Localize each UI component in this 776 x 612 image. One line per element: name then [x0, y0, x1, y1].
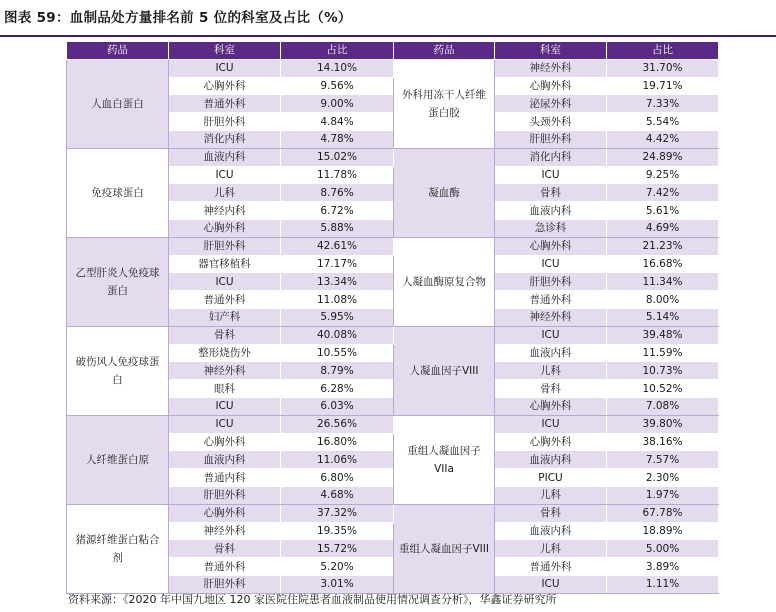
- pct-cell: 7.33%: [607, 95, 719, 113]
- pct-cell: 37.32%: [281, 504, 394, 522]
- drug-cell: 重组人凝血因子VIII: [394, 504, 495, 593]
- drug-cell: 人凝血因子VIII: [394, 326, 495, 415]
- pct-cell: 6.03%: [281, 397, 394, 415]
- pct-cell: 3.89%: [607, 558, 719, 576]
- header-pct: 占比: [607, 42, 719, 60]
- pct-cell: 39.80%: [607, 415, 719, 433]
- pct-cell: 10.73%: [607, 362, 719, 380]
- pct-cell: 26.56%: [281, 415, 394, 433]
- pct-cell: 7.08%: [607, 397, 719, 415]
- dept-cell: ICU: [495, 255, 607, 273]
- pct-cell: 21.23%: [607, 237, 719, 255]
- pct-cell: 38.16%: [607, 433, 719, 451]
- pct-cell: 6.28%: [281, 380, 394, 398]
- dept-cell: 血液内科: [495, 451, 607, 469]
- drug-cell: 人纤维蛋白原: [67, 415, 169, 504]
- dept-cell: 血液内科: [169, 451, 281, 469]
- pct-cell: 15.72%: [281, 540, 394, 558]
- dept-cell: 普通内科: [169, 469, 281, 487]
- dept-cell: 消化内科: [495, 148, 607, 166]
- pct-cell: 31.70%: [607, 59, 719, 77]
- pct-cell: 4.69%: [607, 219, 719, 237]
- dept-cell: 心胸外科: [169, 504, 281, 522]
- pct-cell: 5.88%: [281, 219, 394, 237]
- pct-cell: 6.72%: [281, 202, 394, 220]
- pct-cell: 5.20%: [281, 558, 394, 576]
- dept-cell: 普通外科: [495, 291, 607, 309]
- pct-cell: 67.78%: [607, 504, 719, 522]
- pct-cell: 42.61%: [281, 237, 394, 255]
- dept-cell: 急诊科: [495, 219, 607, 237]
- pct-cell: 7.42%: [607, 184, 719, 202]
- pct-cell: 2.30%: [607, 469, 719, 487]
- dept-cell: 儿科: [169, 184, 281, 202]
- dept-cell: 心胸外科: [495, 433, 607, 451]
- pct-cell: 18.89%: [607, 522, 719, 540]
- dept-cell: ICU: [169, 59, 281, 77]
- pct-cell: 19.71%: [607, 77, 719, 95]
- dept-cell: 肝胆外科: [169, 486, 281, 504]
- dept-cell: 眼科: [169, 380, 281, 398]
- dept-cell: 肝胆外科: [495, 130, 607, 148]
- dept-cell: 心胸外科: [169, 433, 281, 451]
- pct-cell: 3.01%: [281, 575, 394, 593]
- drug-cell: 免疫球蛋白: [67, 148, 169, 237]
- dept-cell: 头颈外科: [495, 113, 607, 131]
- pct-cell: 14.10%: [281, 59, 394, 77]
- dept-cell: 器官移植科: [169, 255, 281, 273]
- dept-cell: 骨科: [495, 380, 607, 398]
- pct-cell: 19.35%: [281, 522, 394, 540]
- dept-cell: 骨科: [169, 326, 281, 344]
- dept-cell: PICU: [495, 469, 607, 487]
- pct-cell: 10.52%: [607, 380, 719, 398]
- dept-cell: 肝胆外科: [169, 237, 281, 255]
- drug-cell: 凝血酶: [394, 148, 495, 237]
- header-drug: 药品: [394, 42, 495, 60]
- pct-cell: 1.11%: [607, 575, 719, 593]
- dept-cell: 神经外科: [169, 362, 281, 380]
- dept-cell: 心胸外科: [495, 237, 607, 255]
- header-dept: 科室: [495, 42, 607, 60]
- dept-cell: 肝胆外科: [169, 575, 281, 593]
- pct-cell: 6.80%: [281, 469, 394, 487]
- dept-cell: 神经内科: [169, 202, 281, 220]
- dept-cell: ICU: [169, 415, 281, 433]
- pct-cell: 5.14%: [607, 308, 719, 326]
- header-pct: 占比: [281, 42, 394, 60]
- pct-cell: 16.80%: [281, 433, 394, 451]
- dept-cell: 血液内科: [495, 522, 607, 540]
- pct-cell: 13.34%: [281, 273, 394, 291]
- pct-cell: 4.68%: [281, 486, 394, 504]
- dept-cell: 儿科: [495, 486, 607, 504]
- drug-cell: 乙型肝炎人免疫球蛋白: [67, 237, 169, 326]
- drug-cell: 外科用冻干人纤维蛋白胶: [394, 59, 495, 148]
- pct-cell: 5.00%: [607, 540, 719, 558]
- header-row: [67, 42, 719, 60]
- table-row: [67, 237, 719, 255]
- dept-cell: 心胸外科: [495, 397, 607, 415]
- drug-cell: 人凝血酶原复合物: [394, 237, 495, 326]
- header-drug: 药品: [67, 42, 169, 60]
- prescription-table: [66, 41, 719, 594]
- dept-cell: 肝胆外科: [169, 113, 281, 131]
- dept-cell: 骨科: [169, 540, 281, 558]
- table-row: [67, 504, 719, 522]
- dept-cell: ICU: [169, 397, 281, 415]
- pct-cell: 39.48%: [607, 326, 719, 344]
- drug-cell: 人血白蛋白: [67, 59, 169, 148]
- dept-cell: ICU: [169, 273, 281, 291]
- table-row: [67, 415, 719, 433]
- dept-cell: ICU: [169, 166, 281, 184]
- pct-cell: 40.08%: [281, 326, 394, 344]
- pct-cell: 9.00%: [281, 95, 394, 113]
- table-container: [66, 41, 719, 594]
- dept-cell: 骨科: [495, 504, 607, 522]
- table-row: [67, 59, 719, 77]
- pct-cell: 7.57%: [607, 451, 719, 469]
- dept-cell: 儿科: [495, 540, 607, 558]
- pct-cell: 8.00%: [607, 291, 719, 309]
- dept-cell: 整形烧伤外: [169, 344, 281, 362]
- pct-cell: 8.79%: [281, 362, 394, 380]
- dept-cell: 血液内科: [495, 202, 607, 220]
- dept-cell: 消化内科: [169, 130, 281, 148]
- chart-title: 图表 59：血制品处方量排名前 5 位的科室及占比（%）: [4, 10, 352, 26]
- dept-cell: 普通外科: [169, 558, 281, 576]
- dept-cell: 神经外科: [495, 308, 607, 326]
- pct-cell: 15.02%: [281, 148, 394, 166]
- pct-cell: 5.54%: [607, 113, 719, 131]
- pct-cell: 11.08%: [281, 291, 394, 309]
- pct-cell: 17.17%: [281, 255, 394, 273]
- source-note: 资料来源：《2020 年中国九地区 120 家医院住院患者血液制品使用情况调查分析》，华鑫证券研究所: [68, 593, 557, 606]
- dept-cell: ICU: [495, 166, 607, 184]
- pct-cell: 10.55%: [281, 344, 394, 362]
- pct-cell: 11.78%: [281, 166, 394, 184]
- dept-cell: 普通外科: [169, 95, 281, 113]
- pct-cell: 1.97%: [607, 486, 719, 504]
- dept-cell: 心胸外科: [495, 77, 607, 95]
- dept-cell: 骨科: [495, 184, 607, 202]
- dept-cell: 泌尿外科: [495, 95, 607, 113]
- dept-cell: ICU: [495, 575, 607, 593]
- pct-cell: 5.95%: [281, 308, 394, 326]
- pct-cell: 4.84%: [281, 113, 394, 131]
- pct-cell: 24.89%: [607, 148, 719, 166]
- title-rule: [0, 35, 776, 37]
- header-dept: 科室: [169, 42, 281, 60]
- pct-cell: 9.25%: [607, 166, 719, 184]
- drug-cell: 重组人凝血因子VIIa: [394, 415, 495, 504]
- drug-cell: 破伤风人免疫球蛋白: [67, 326, 169, 415]
- table-row: [67, 326, 719, 344]
- dept-cell: 神经外科: [495, 59, 607, 77]
- pct-cell: 16.68%: [607, 255, 719, 273]
- pct-cell: 11.06%: [281, 451, 394, 469]
- pct-cell: 4.42%: [607, 130, 719, 148]
- dept-cell: 血液内科: [169, 148, 281, 166]
- pct-cell: 4.78%: [281, 130, 394, 148]
- pct-cell: 5.61%: [607, 202, 719, 220]
- pct-cell: 11.59%: [607, 344, 719, 362]
- dept-cell: 心胸外科: [169, 77, 281, 95]
- pct-cell: 9.56%: [281, 77, 394, 95]
- dept-cell: 心胸外科: [169, 219, 281, 237]
- dept-cell: ICU: [495, 415, 607, 433]
- pct-cell: 11.34%: [607, 273, 719, 291]
- dept-cell: 血液内科: [495, 344, 607, 362]
- dept-cell: 神经外科: [169, 522, 281, 540]
- pct-cell: 8.76%: [281, 184, 394, 202]
- dept-cell: 普通外科: [495, 558, 607, 576]
- table-row: [67, 148, 719, 166]
- dept-cell: 普通外科: [169, 291, 281, 309]
- drug-cell: 猪源纤维蛋白粘合剂: [67, 504, 169, 593]
- dept-cell: 儿科: [495, 362, 607, 380]
- dept-cell: ICU: [495, 326, 607, 344]
- dept-cell: 肝胆外科: [495, 273, 607, 291]
- dept-cell: 妇产科: [169, 308, 281, 326]
